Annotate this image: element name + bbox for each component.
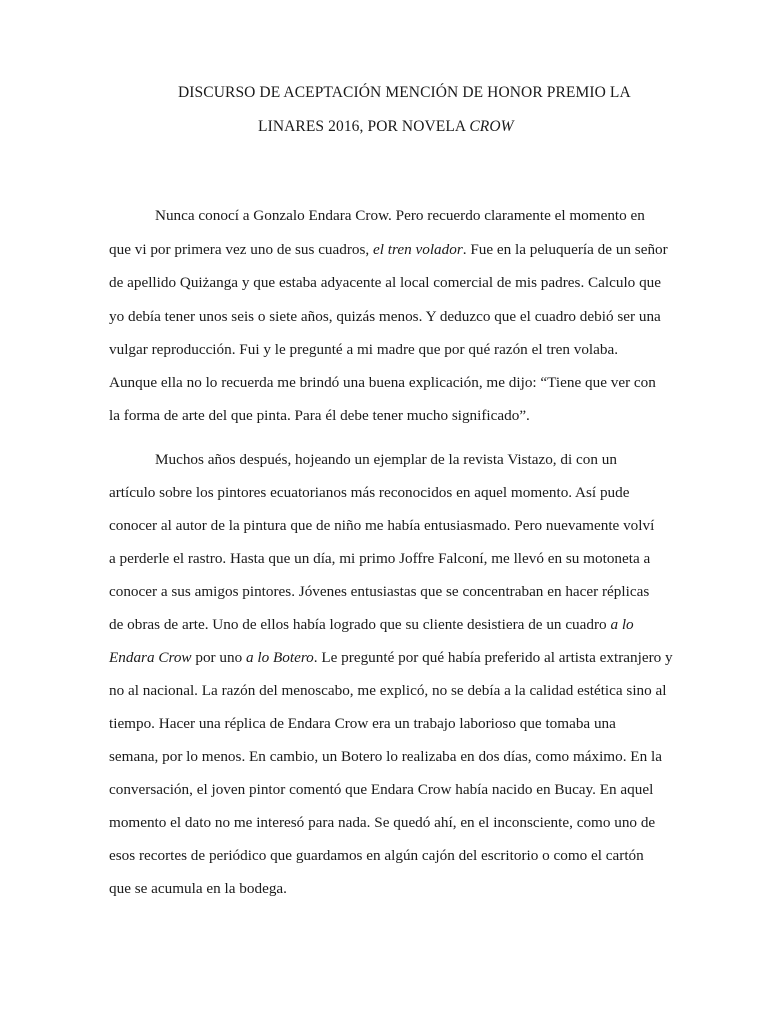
line-text: a perderle el rastro. Hasta que un día, mi primo Joffre Falconí, me llevó en su motoneta a [109,550,651,567]
paragraph-line [109,616,634,634]
line-text: no al nacional. La razón del menoscabo, me explicó, no se debía a la calidad estética sino al [109,682,667,699]
paragraph-line [109,583,649,601]
paragraph-line [109,814,655,832]
title-novel-name: CROW [469,118,514,135]
paragraph-line [109,241,668,259]
italic-phrase: Endara Crow [109,649,192,666]
document-title-line-1 [178,84,631,102]
italic-phrase: a lo Botero [245,649,314,666]
paragraph-line [109,308,661,326]
paragraph-line [109,484,629,502]
line-text: que se acumula en la bodega. [109,880,287,897]
title-text: DISCURSO DE ACEPTACIÓN MENCIÓN DE HONOR PREMIO LA [178,84,631,101]
paragraph-line [155,451,617,469]
paragraph-line [109,880,287,898]
paragraph-line [109,374,656,392]
line-text: conversación, el joven pintor comentó que Endara Crow había nacido en Bucay. En aquel [109,781,654,798]
paragraph-line [109,649,673,667]
line-text: . Fue en la peluquería de un señor [462,241,668,258]
line-text: conocer al autor de la pintura que de niño me había entusiasmado. Pero nuevamente volví [109,517,655,534]
line-text: de apellido Quiżanga y que estaba adyacente al local comercial de mis padres. Calculo que [109,274,662,291]
line-text: conocer a sus amigos pintores. Jóvenes entusiastas que se concentraban en hacer réplicas [109,583,650,600]
paragraph-line [109,682,667,700]
line-text: vulgar reproducción. Fui y le pregunté a mi madre que por qué razón el tren volaba. [109,341,619,358]
line-text: por uno [191,649,246,666]
paragraph-line [109,341,618,359]
paragraph-line [109,781,653,799]
line-text: de obras de arte. Uno de ellos había logrado que su cliente desistiera de un cuadro [109,616,611,633]
line-text: momento el dato no me interesó para nada. Se quedó ahí, en el inconsciente, como uno de [109,814,656,831]
line-text: que vi por primera vez uno de sus cuadros, [109,241,374,258]
artwork-title: el tren volador [373,241,463,258]
line-text: tiempo. Hacer una réplica de Endara Crow era un trabajo laborioso que tomaba una [109,715,616,732]
paragraph-line [109,748,662,766]
document-title-line-2 [258,118,514,136]
line-text: artículo sobre los pintores ecuatorianos más reconocidos en aquel momento. Así pude [109,484,630,501]
paragraph-line [109,274,661,292]
paragraph-line [109,407,530,425]
line-text: semana, por lo menos. En cambio, un Botero lo realizaba en dos días, como máximo. En la [109,748,662,765]
line-text: yo debía tener unos seis o siete años, quizás menos. Y deduzco que el cuadro debió ser una [109,308,661,325]
paragraph-line [109,715,616,733]
line-text: . Le pregunté por qué había preferido al artista extranjero y [313,649,673,666]
paragraph-line [109,517,654,535]
italic-phrase: a lo [610,616,634,633]
paragraph-line [109,550,650,568]
line-text: esos recortes de periódico que guardamos en algún cajón del escritorio o como el cartón [109,847,644,864]
paragraph-line [155,207,645,225]
title-text: LINARES 2016, POR NOVELA [258,118,470,135]
line-text: Muchos años después, hojeando un ejemplar de la revista Vistazo, di con un [155,451,617,468]
line-text: Aunque ella no lo recuerda me brindó una buena explicación, me dijo: “Tiene que ver con [109,374,656,391]
line-text: Nunca conocí a Gonzalo Endara Crow. Pero recuerdo claramente el momento en [155,207,645,224]
line-text: la forma de arte del que pinta. Para él debe tener mucho significado”. [109,407,530,424]
paragraph-line [109,847,644,865]
